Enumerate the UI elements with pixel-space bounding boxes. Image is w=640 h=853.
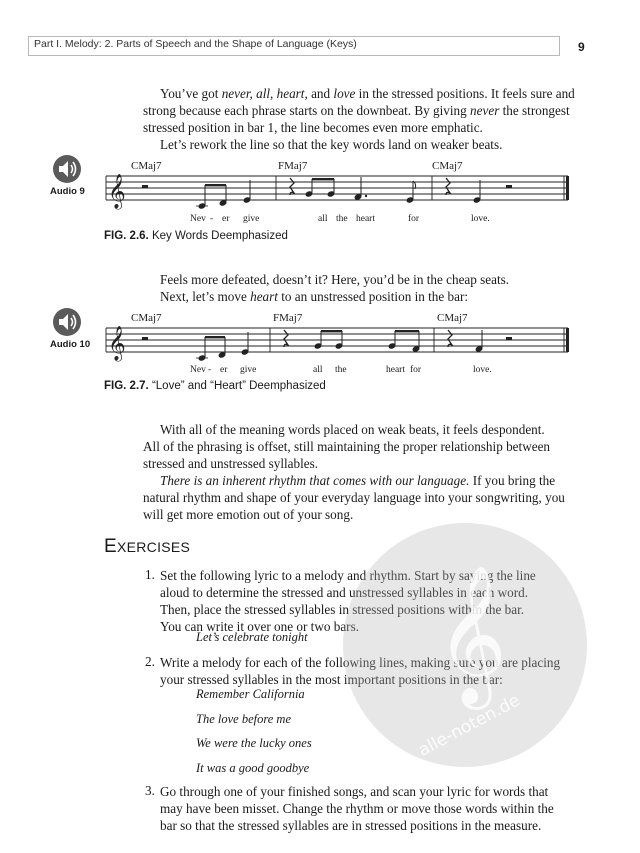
lyric-syllable: all [313,365,323,375]
exercise-text-line: Write a melody for each of the following lines, making sure you are placing [160,655,561,670]
lyric-syllable: heart [356,214,375,224]
chord-symbol: CMaj7 [131,312,162,324]
intro-line-2: strong because each phrase starts on the downbeat. By giving never the strongest [143,103,570,118]
lyric-syllable: - [210,214,214,224]
exercise-lyric: Let’s celebrate tonight [196,630,308,644]
intro-line-1: You’ve got never, all, heart, and love in the stressed positions. It feels sure and [160,86,575,101]
exercise-text-line: your stressed syllables in the most important positions in the bar: [160,672,503,687]
svg-text:𝄞: 𝄞 [108,174,126,209]
watermark-logo [340,520,590,770]
chord-symbol: CMaj7 [131,160,162,172]
closing-line-3: stressed and unstressed syllables. [143,456,319,471]
running-header: Part I. Melody: 2. Parts of Speech and the Shape of Language (Keys) [34,38,357,50]
chord-symbol: CMaj7 [437,312,468,324]
lyric-syllable: er [220,365,228,375]
exercise-text-line: aloud to determine the stressed and unstressed syllables in each word. [160,585,529,600]
lyric-syllable: the [335,365,347,375]
svg-text:𝄞: 𝄞 [108,326,126,361]
lyric-syllable: give [240,365,257,375]
exercise-text-line: bar so that the stressed syllables are in stressed positions in the measure. [160,818,542,833]
chord-symbol: FMaj7 [278,160,308,172]
exercise-text-line: Then, place the stressed syllables in stressed positions within the bar. [160,602,525,617]
chord-symbol: CMaj7 [432,160,463,172]
exercise-number: 3. [145,783,155,798]
audio-speaker-icon[interactable] [52,307,82,337]
lyric-syllable: heart [386,365,405,375]
lyric-syllable: give [243,214,260,224]
lyric-syllable: for [408,214,420,224]
lyric-syllable: er [222,214,230,224]
exercise-lyric: The love before me [196,712,291,726]
closing-line-6: will get more emotion out of your song. [143,507,354,522]
middle-line-1: Feels more defeated, doesn’t it? Here, you’d be in the cheap seats. [160,272,510,287]
music-staff-fig-2-6 [104,168,584,212]
intro-line-4: Let’s rework the line so that the key words land on weaker beats. [160,137,503,152]
middle-line-2: Next, let’s move heart to an unstressed position in the bar: [160,289,469,304]
lyric-syllable: - [208,365,212,375]
exercise-number: 1. [145,567,155,582]
exercise-lyric: Remember California [196,687,305,701]
exercise-number: 2. [145,654,155,669]
exercise-text-line: Go through one of your finished songs, and scan your lyric for words that [160,784,549,799]
figure-caption: FIG. 2.6. Key Words Deemphasized [104,230,288,242]
audio-label: Audio 10 [50,339,91,350]
closing-line-1: With all of the meaning words placed on weak beats, it feels despondent. [160,422,545,437]
svg-text:𝄞: 𝄞 [436,565,507,704]
exercise-text-line: Set the following lyric to a melody and rhythm. Start by saying the line [160,568,536,583]
lyric-syllable: all [318,214,328,224]
lyric-syllable: the [336,214,348,224]
lyric-syllable: love. [473,365,492,375]
lyric-syllable: Nev [190,214,206,224]
figure-caption: FIG. 2.7. “Love” and “Heart” Deemphasized [104,380,326,392]
exercise-lyric: It was a good goodbye [196,761,310,775]
music-staff-fig-2-7 [104,320,584,364]
intro-line-3: stressed position in bar 1, the line becomes even more emphatic. [143,120,483,135]
closing-line-4: There is an inherent rhythm that comes with our language. If you bring the [160,473,556,488]
svg-text:alle-noten.de: alle-noten.de [415,690,524,761]
audio-label: Audio 9 [50,186,85,197]
closing-line-5: natural rhythm and shape of your everyday language into your songwriting, you [143,490,565,505]
lyric-syllable: for [410,365,422,375]
lyric-syllable: Nev [190,365,206,375]
page-number: 9 [578,40,585,54]
chord-symbol: FMaj7 [273,312,303,324]
lyric-syllable: love. [471,214,490,224]
closing-line-2: All of the phrasing is offset, still maintaining the proper relationship between [143,439,551,454]
exercise-lyric: We were the lucky ones [196,736,312,750]
audio-speaker-icon[interactable] [52,154,82,184]
exercise-text-line: You can write it over one or two bars. [160,619,359,634]
exercise-text-line: may have been misset. Change the rhythm or move those words within the [160,801,554,816]
exercises-heading: EXERCISES [104,536,191,557]
